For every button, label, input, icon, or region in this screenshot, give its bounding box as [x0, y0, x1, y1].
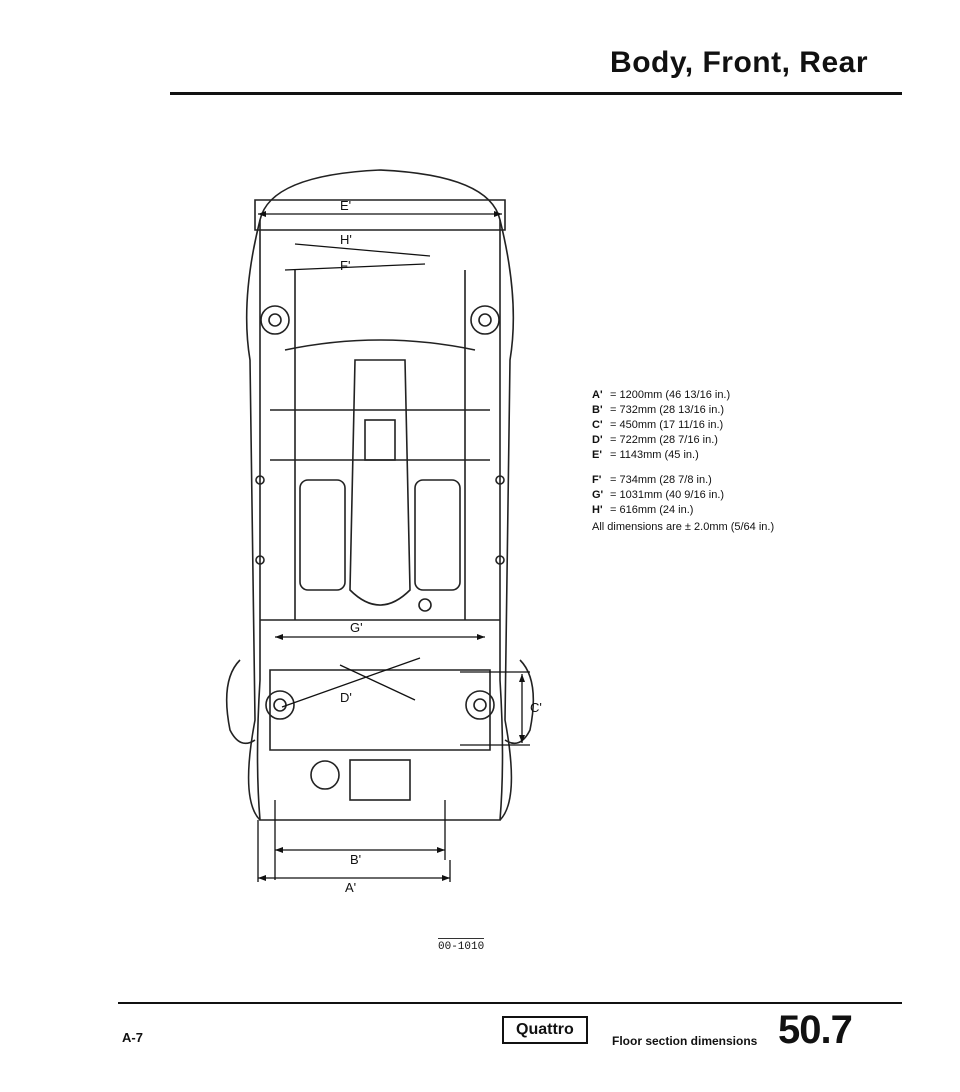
- floor-diagram-svg: [200, 160, 560, 930]
- figure-id: 00-1010: [438, 938, 484, 953]
- dim-label-b: B': [350, 852, 362, 867]
- transmission-tunnel: [350, 360, 410, 605]
- legend-row-e: E' = 1143mm (45 in.): [592, 449, 699, 461]
- dim-label-h: H': [340, 232, 352, 247]
- spare-well: [311, 761, 339, 789]
- dim-label-e: E': [340, 198, 352, 213]
- page-code: A-7: [122, 1030, 143, 1045]
- right-strut-tower: [471, 306, 499, 334]
- tolerance-note: All dimensions are ± 2.0mm (5/64 in.): [592, 521, 775, 533]
- dim-line-f: [285, 264, 425, 270]
- dim-label-g: G': [350, 620, 363, 635]
- front-crossmember: [255, 200, 505, 230]
- legend-row-a: A' = 1200mm (46 13/16 in.): [592, 389, 731, 401]
- legend-row-h: H' = 616mm (24 in.): [592, 504, 694, 516]
- footer-rule: [118, 1002, 902, 1004]
- rear-subframe: [270, 670, 490, 750]
- section-box: Quattro: [502, 1016, 588, 1044]
- page-number: 50.7: [778, 1008, 852, 1052]
- legend-row-c: C' = 450mm (17 11/16 in.): [592, 419, 724, 431]
- floor-section-diagram: [200, 160, 560, 930]
- page-title: Body, Front, Rear: [610, 46, 868, 79]
- legend-row-f: F' = 734mm (28 7/8 in.): [592, 474, 712, 486]
- firewall: [285, 340, 475, 350]
- dimension-legend: [592, 388, 774, 535]
- left-seat-pan: [300, 480, 345, 590]
- legend-row-g: G' = 1031mm (40 9/16 in.): [592, 489, 725, 501]
- header-rule: [170, 92, 902, 95]
- dim-line-h: [295, 244, 430, 256]
- right-seat-pan: [415, 480, 460, 590]
- left-strut-tower: [261, 306, 289, 334]
- dim-label-d: D': [340, 690, 352, 705]
- section-caption: Floor section dimensions: [612, 1034, 758, 1048]
- dim-label-c: C': [530, 700, 542, 715]
- dim-label-a: A': [345, 880, 357, 895]
- dim-label-f: F': [340, 258, 351, 273]
- legend-row-d: D' = 722mm (28 7/16 in.): [592, 434, 718, 446]
- legend-row-b: B' = 732mm (28 13/16 in.): [592, 404, 725, 416]
